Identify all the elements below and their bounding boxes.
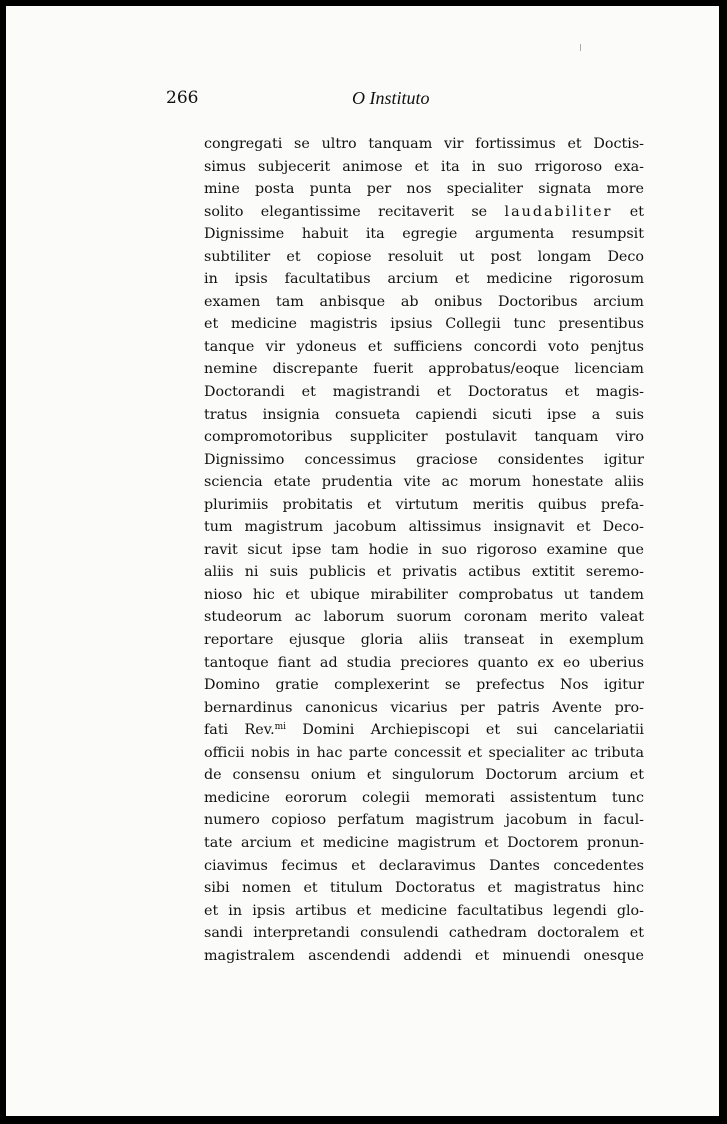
text-line: simus subjecerit animose et ita in suo rrigoroso exa-: [204, 158, 644, 175]
text-line: plurimiis probitatis et virtutum meritis quibus prefa-: [204, 496, 644, 513]
text-line: subtiliter et copiose resoluit ut post longam Deco: [204, 248, 644, 265]
book-page: [6, 6, 719, 1116]
text-line: Dignissime habuit ita egregie argumenta resumpsit: [204, 226, 644, 243]
text-line: tratus insignia consueta capiendi sicuti ipse a suis: [204, 406, 644, 423]
text-line: ravit sicut ipse tam hodie in suo rigoroso examine que: [204, 541, 644, 558]
text-line: sciencia etate prudentia vite ac morum honestate aliis: [204, 474, 644, 491]
text-line: tanque vir ydoneus et sufficiens concordi voto penjtus: [204, 338, 644, 355]
paper-speck: [580, 44, 581, 51]
text-line: Dignissimo concessimus graciose considentes igitur: [204, 451, 644, 468]
text-line: magistralem ascendendi addendi et minuendi onesque: [204, 947, 644, 964]
text-line: mine posta punta per nos specialiter signata more: [204, 181, 644, 198]
spaced-emphasis: laudabiliter: [504, 203, 613, 220]
text-line: sibi nomen et titulum Doctoratus et magistratus hinc: [204, 880, 644, 897]
text-line: bernardinus canonicus vicarius per patris Avente pro-: [204, 699, 644, 716]
text-line: congregati se ultro tanquam vir fortissimus et Doctis-: [204, 136, 644, 152]
text-line: Doctorandi et magistrandi et Doctoratus et magis-: [204, 384, 644, 401]
running-title: O Instituto: [352, 88, 430, 108]
text-line: Domino gratie complexerint se prefectus Nos igitur: [204, 677, 644, 694]
text-line: examen tam anbisque ab onibus Doctoribus arcium: [204, 293, 644, 310]
text-line: tum magistrum jacobum altissimus insignavit et Deco-: [204, 519, 644, 536]
text-line: et in ipsis artibus et medicine facultatibus legendi glo-: [204, 902, 644, 919]
text-line: nemine discrepante fuerit approbatus/eoque licenciam: [204, 361, 644, 378]
page-header: [6, 88, 719, 114]
page-number: 266: [166, 88, 199, 108]
text-line: fati Rev.$^{mi}$ Domini Archiepiscopi et sui cancelariatii: [204, 722, 644, 739]
text-line: ciavimus fecimus et declaravimus Dantes concedentes: [204, 857, 644, 874]
text-line: medicine eororum colegii memorati assistentum tunc: [204, 789, 644, 806]
text-line: aliis ni suis publicis et privatis actibus extitit seremo-: [204, 564, 644, 581]
text-line: tate arcium et medicine magistrum et Doctorem pronun-: [204, 834, 644, 851]
text-line: nioso hic et ubique mirabiliter comprobatus ut tandem: [204, 586, 644, 603]
text-line: in ipsis facultatibus arcium et medicine rigorosum: [204, 271, 644, 288]
superscript: mi: [274, 722, 287, 733]
body-text: [204, 133, 644, 967]
text-line: de consensu onium et singulorum Doctorum arcium et: [204, 767, 644, 784]
text-line: reportare ejusque gloria aliis transeat in exemplum: [204, 632, 644, 649]
text-line: solito elegantissime recitaverit se laudabiliter et: [204, 203, 644, 220]
text-line: numero copioso perfatum magistrum jacobum in facul-: [204, 812, 644, 829]
text-line: sandi interpretandi consulendi cathedram doctoralem et: [204, 925, 644, 942]
text-line: et medicine magistris ipsius Collegii tunc presentibus: [204, 316, 644, 333]
text-line: officii nobis in hac parte concessit et specialiter ac tributa: [204, 744, 644, 761]
text-line: tantoque fiant ad studia preciores quanto ex eo uberius: [204, 654, 644, 671]
text-line: studeorum ac laborum suorum coronam merito valeat: [204, 609, 644, 626]
text-line: compromotoribus suppliciter postulavit tanquam viro: [204, 429, 644, 446]
